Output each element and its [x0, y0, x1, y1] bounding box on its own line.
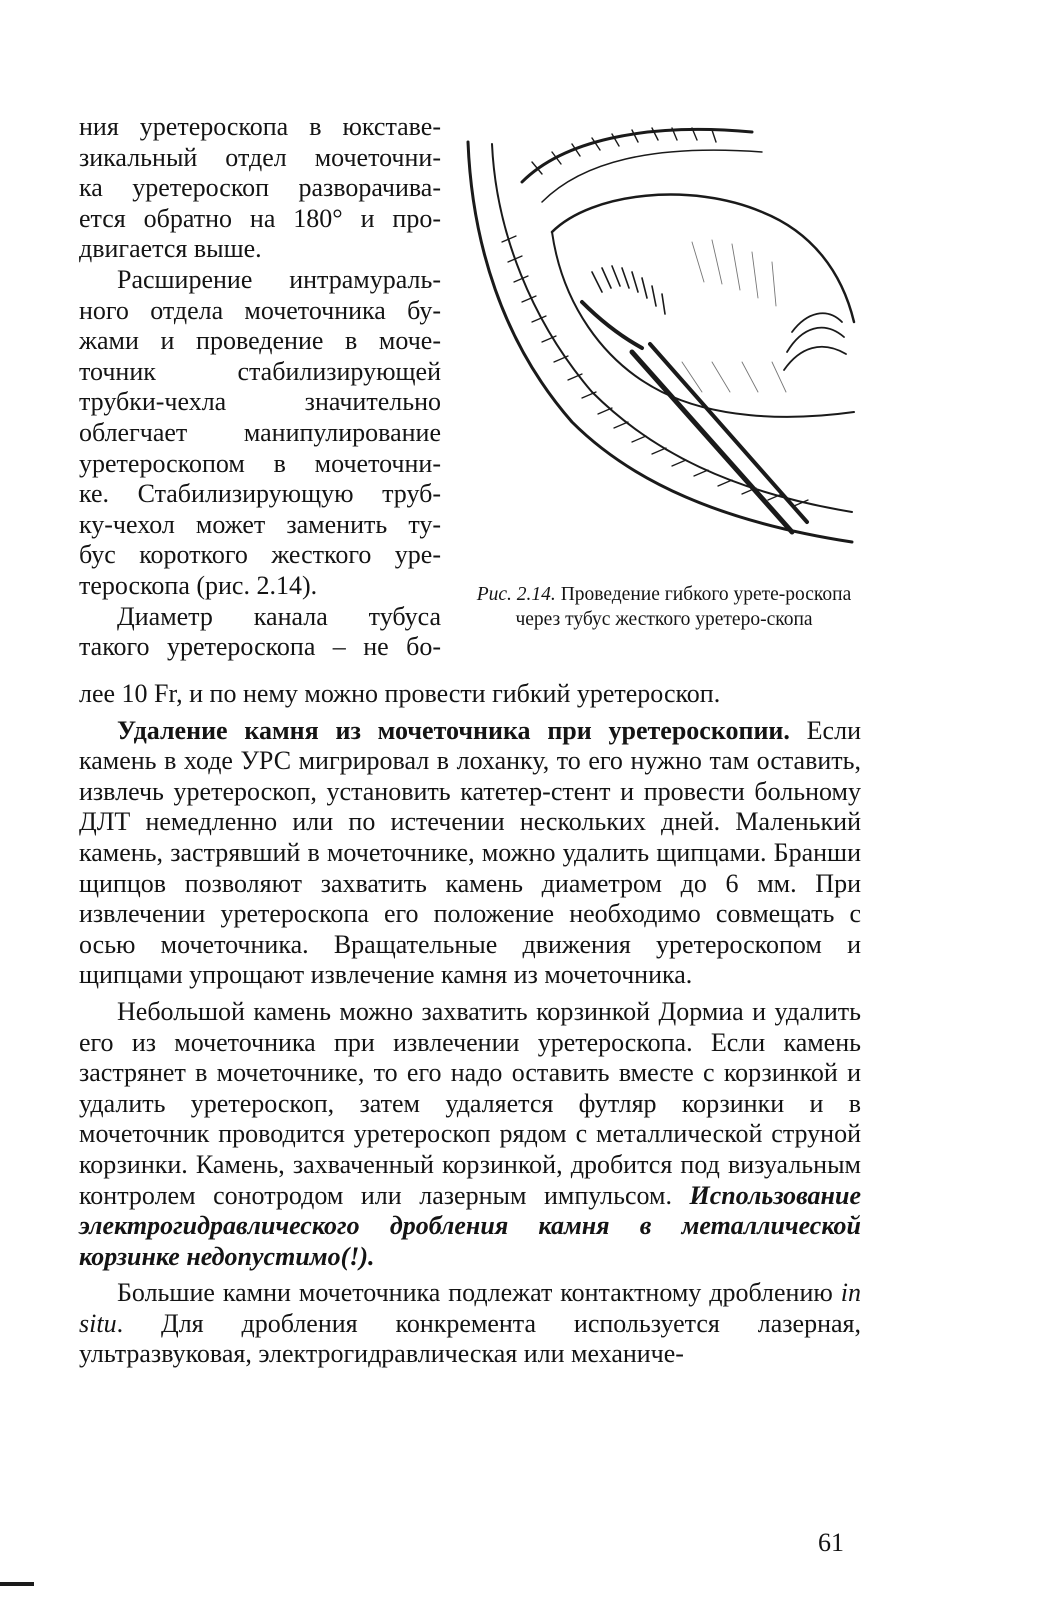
- paragraph-text: Большие камни мочеточника подлежат контактному дроблению: [117, 1278, 841, 1308]
- figure-label: Рис. 2.14.: [476, 584, 556, 605]
- text-line: жами и проведение в моче-: [79, 326, 441, 356]
- figure-caption: [454, 582, 874, 632]
- paragraph-diameter-cont: лее 10 Fr, и по нему можно провести гибкий уретероскоп.: [79, 679, 721, 708]
- text-line: ния уретероскопа в юкставе-: [79, 112, 441, 141]
- text-line: облегчает манипулирование: [79, 417, 441, 447]
- text-line: такого уретероскопа – не бо-: [79, 632, 441, 662]
- section-heading: Удаление камня из мочеточника при уретероскопии.: [117, 715, 790, 745]
- page-number: 61: [818, 1528, 844, 1557]
- text-line: ка уретероскоп разворачива-: [79, 173, 441, 203]
- text-line: трубки-чехла значительно: [79, 387, 441, 417]
- ureteroscope-illustration: [462, 122, 860, 548]
- left-column-text: [79, 112, 441, 663]
- latin-term: in situ: [79, 1278, 861, 1338]
- text-line: двигается выше.: [79, 234, 262, 264]
- paragraph-text: . Для дробления конкремента используется лазерная, ультразвуковая, электрогидравлическая или механиче-: [79, 1308, 861, 1369]
- paragraph-stone-removal: [79, 716, 861, 991]
- text-line: тероскопа (рис. 2.14).: [79, 570, 318, 600]
- text-line: бус короткого жесткого уре-: [79, 540, 441, 570]
- text-line: Диаметр канала тубуса: [117, 601, 441, 631]
- main-text: [79, 679, 861, 1370]
- figure-caption-text: Проведение гибкого урете-роскопа через тубус жесткого уретеро-скопа: [515, 584, 852, 630]
- scan-edge-mark: [0, 1582, 34, 1586]
- text-line: точник стабилизирующей: [79, 356, 441, 386]
- text-line: ку-чехол может заменить ту-: [79, 509, 441, 539]
- paragraph-text: Небольшой камень можно захватить корзинкой Дормиа и удалить его из мочеточника при извлечении уретероскопа. Если камень застрянет в мочеточнике, то его надо оставить вместе с корзинкой и удалить уретероскоп, затем удаляется футляр корзинки и в мочеточник проводится уретероскоп рядом с металлической струной корзинки. Камень, захваченный корзинкой, дробится под визуальным контролем сонотродом или лазерным импульсом.: [79, 996, 861, 1210]
- paragraph-dormia-basket: [79, 997, 861, 1272]
- paragraph-dilation: [79, 265, 441, 602]
- text-line: ке. Стабилизирующую труб-: [79, 479, 441, 509]
- paragraph-continuation: [79, 112, 441, 265]
- paragraph-diameter: [79, 602, 441, 663]
- paragraph-large-stones: [79, 1278, 861, 1370]
- text-line: уретероскопом в мочеточни-: [79, 448, 441, 478]
- ureter-tube-drawing: [462, 122, 860, 548]
- text-line: ного отдела мочеточника бу-: [79, 295, 441, 325]
- text-line: зикальный отдел мочеточни-: [79, 142, 441, 172]
- text-line: ется обратно на 180° и про-: [79, 203, 441, 233]
- paragraph-text: Если камень в ходе УРС мигрировал в лоханку, то его нужно там оставить, извлечь уретероскоп, установить катетер-стент и провести больному ДЛТ немедленно или по истечении нескольких дней. Маленький камень, застрявший в мочеточнике, можно удалить щипцами. Бранши щипцов позволяют захватить камень диаметром до 6 мм. При извлечении уретероскопа его положение необходимо совмещать с осью мочеточника. Вращательные движения уретероскопом и щипцами упрощают извлечение камня из мочеточника.: [79, 715, 861, 990]
- text-line: Расширение интрамураль-: [117, 264, 441, 294]
- warning-emphasis: Использование электрогидравлического дробления камня в металлической корзинке недопустимо(!).: [79, 1180, 861, 1271]
